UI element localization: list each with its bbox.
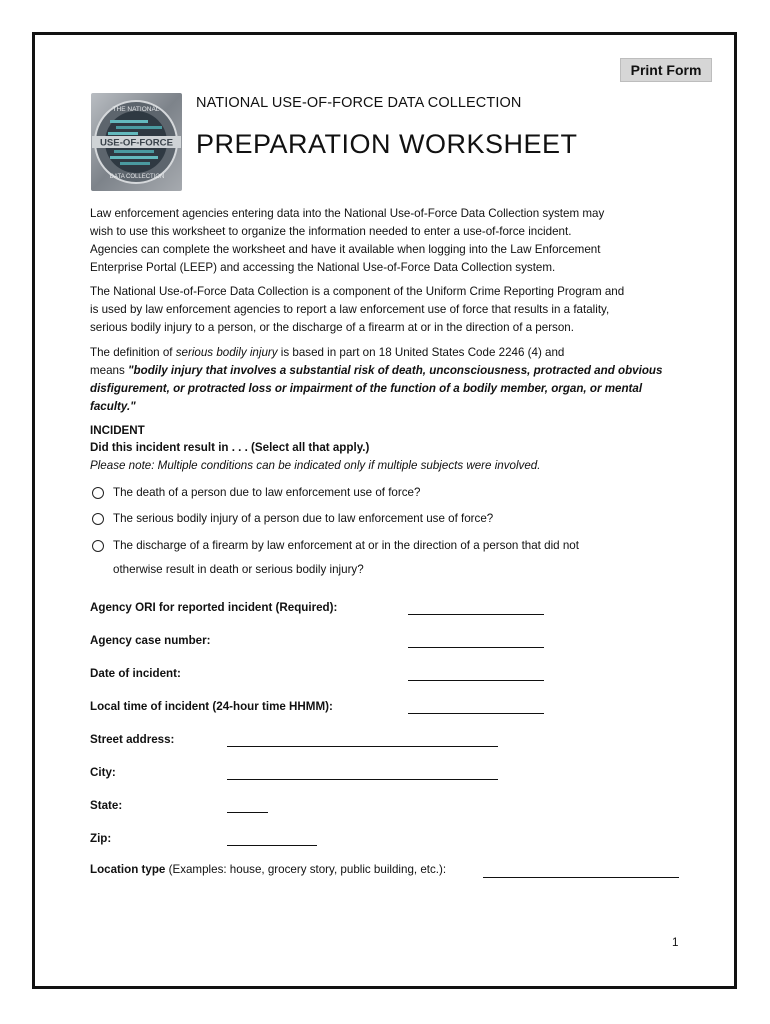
option-label: The discharge of a firearm by law enforcement at or in the direction of a person that did not: [113, 539, 579, 552]
use-of-force-logo: [90, 92, 183, 192]
location-type-examples: (Examples: house, grocery story, public building, etc.):: [165, 863, 447, 876]
definition-quote: faculty.": [90, 400, 136, 413]
local-time-label: Local time of incident (24-hour time HHMM):: [90, 700, 333, 713]
definition-quote: "bodily injury that involves a substantial risk of death, unconsciousness, protracted and obvious: [128, 364, 663, 377]
option-serious-injury[interactable]: [92, 512, 493, 525]
option-label: The death of a person due to law enforcement use of force?: [113, 486, 421, 499]
option-death[interactable]: [92, 486, 420, 499]
radio-button[interactable]: [92, 513, 104, 525]
intro-p1-line: Enterprise Portal (LEEP) and accessing the National Use-of-Force Data Collection system.: [90, 261, 556, 274]
local-time-field[interactable]: [408, 700, 544, 714]
definition-means: means: [90, 364, 129, 377]
logo-middle-text: USE-OF-FORCE: [99, 137, 174, 149]
option-label: The serious bodily injury of a person due to law enforcement use of force?: [113, 512, 494, 525]
city-label: City:: [90, 766, 116, 779]
incident-question: Did this incident result in . . . (Select all that apply.): [90, 441, 370, 454]
location-type-title: Location type: [90, 863, 166, 876]
header-subtitle: NATIONAL USE-OF-FORCE DATA COLLECTION: [196, 95, 522, 111]
zip-field[interactable]: [227, 832, 317, 846]
intro-p2-line: serious bodily injury to a person, or the discharge of a firearm at or in the direction of a person.: [90, 321, 574, 334]
radio-button[interactable]: [92, 487, 104, 499]
definition-term: serious bodily injury: [175, 346, 278, 359]
definition-prefix: The definition of: [90, 346, 176, 359]
agency-ori-label: Agency ORI for reported incident (Required):: [90, 601, 338, 614]
definition-line-1: [90, 344, 686, 362]
incident-note: Please note: Multiple conditions can be indicated only if multiple subjects were involved.: [90, 459, 541, 472]
state-label: State:: [90, 799, 123, 812]
print-form-button[interactable]: Print Form: [620, 58, 712, 82]
page-number: 1: [672, 936, 679, 949]
state-field[interactable]: [227, 799, 268, 813]
case-number-field[interactable]: [408, 634, 544, 648]
definition-mid: is based in part on 18 United States Code 2246 (4) and: [277, 346, 565, 359]
intro-p1-line: Law enforcement agencies entering data into the National Use-of-Force Data Collection system may: [90, 207, 605, 220]
intro-paragraph-1: [90, 205, 686, 277]
intro-p2-line: The National Use-of-Force Data Collection is a component of the Uniform Crime Reporting Program and: [90, 285, 625, 298]
date-label: Date of incident:: [90, 667, 181, 680]
intro-p1-line: Agencies can complete the worksheet and have it available when logging into the Law Enforcement: [90, 243, 601, 256]
incident-heading: INCIDENT: [90, 424, 145, 437]
option-label-continued: otherwise result in death or serious bodily injury?: [113, 563, 364, 576]
definition-paragraph: [90, 344, 686, 416]
agency-ori-field[interactable]: [408, 601, 544, 615]
date-field[interactable]: [408, 667, 544, 681]
location-type-label: [90, 863, 446, 876]
definition-quote: disfigurement, or protracted loss or impairment of the function of a bodily member, organ, or mental: [90, 382, 643, 395]
street-address-label: Street address:: [90, 733, 175, 746]
option-firearm-discharge[interactable]: [92, 539, 579, 552]
page-title: PREPARATION WORKSHEET: [196, 129, 578, 159]
case-number-label: Agency case number:: [90, 634, 211, 647]
intro-paragraph-2: [90, 283, 686, 337]
location-type-field[interactable]: [483, 864, 679, 878]
zip-label: Zip:: [90, 832, 112, 845]
logo-top-text: THE NATIONAL: [112, 106, 160, 113]
street-address-field[interactable]: [227, 733, 498, 747]
definition-line-2: [90, 362, 686, 380]
logo-bottom-text: DATA COLLECTION: [109, 174, 165, 180]
intro-p1-line: wish to use this worksheet to organize the information needed to enter a use-of-force incident.: [90, 225, 572, 238]
intro-p2-line: is used by law enforcement agencies to report a law enforcement use of force that results in a fatality,: [90, 303, 610, 316]
radio-button[interactable]: [92, 540, 104, 552]
city-field[interactable]: [227, 766, 498, 780]
